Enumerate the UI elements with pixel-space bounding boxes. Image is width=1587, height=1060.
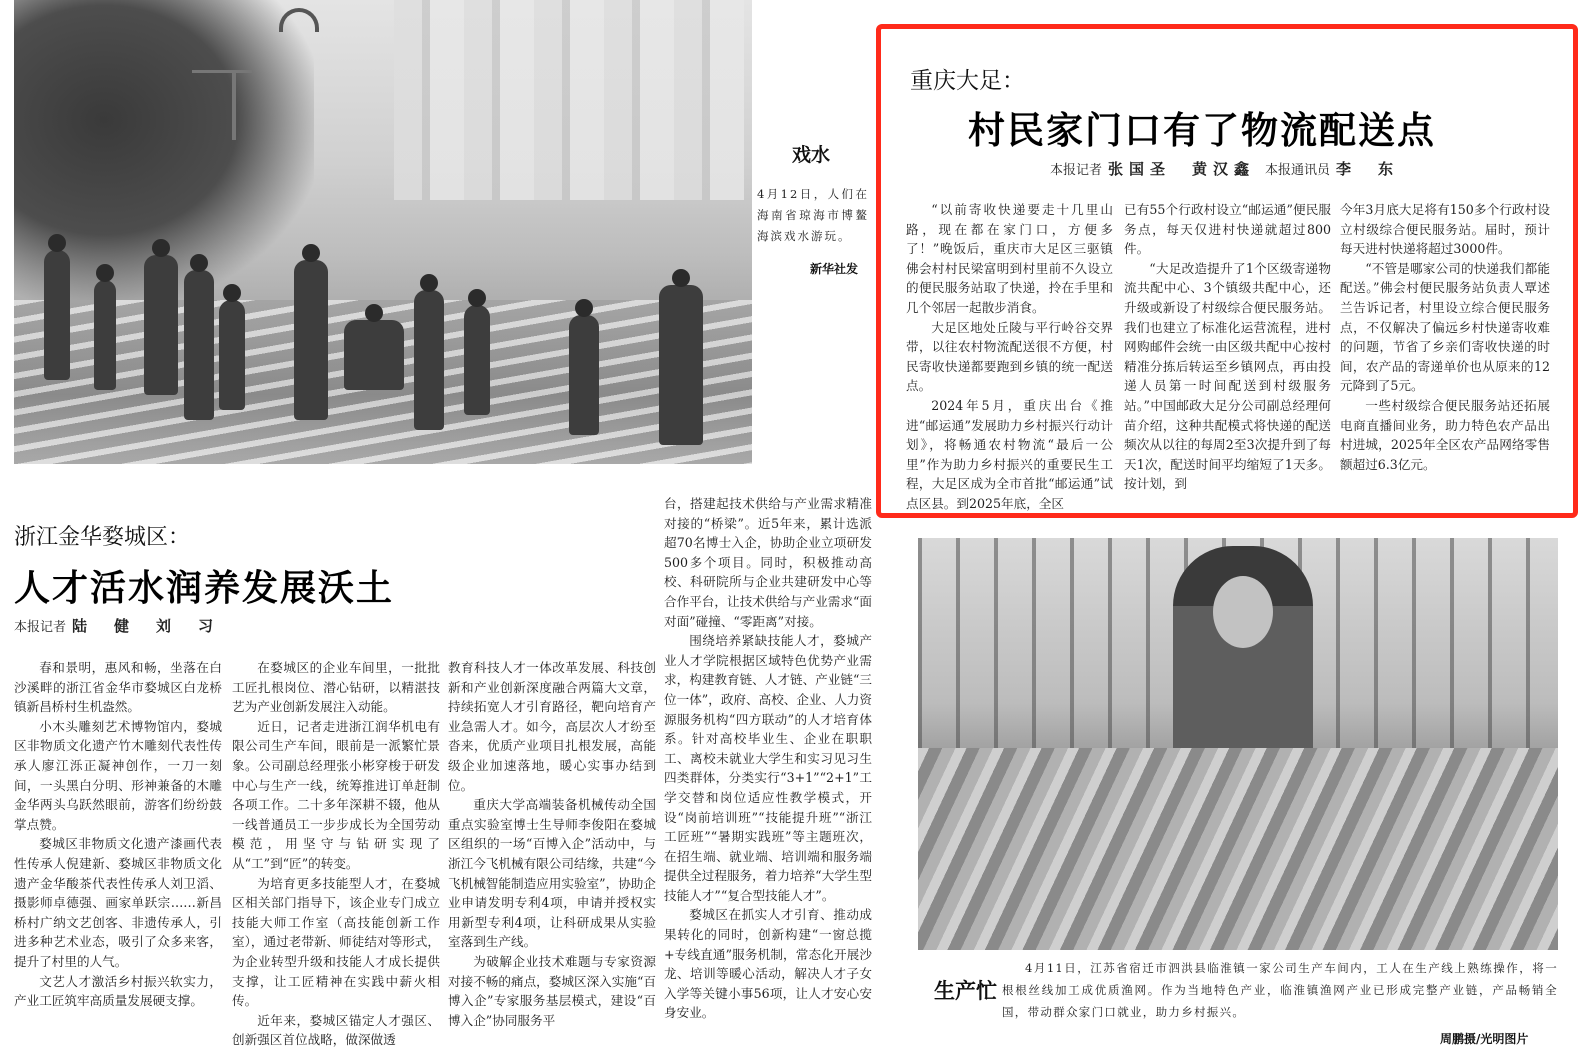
paragraph: 为破解企业技术难题与专家资源对接不畅的痛点，婺城区深入实施“百博入企”专家服务基层模式，建设“百博入企”协同服务平 [448,953,656,1028]
factory-photo-credit: 周鹏摄/光明图片 [1440,1032,1529,1046]
paragraph: 围绕培养紧缺技能人才，婺城产业人才学院根据区域特色优势产业需求，构建教育链、人才链、产业链“三位一体”，政府、高校、企业、人力资源服务机构“四方联动”的人才培育体系。针对高校毕业生、企业在职职工、离校未就业大学生和实习见习生四类群体，分类实行“3+1”“2+1”工学交替和岗位适应性教学模式，开设“岗前培训班”“技能提升班”“浙江工匠班”“暑期实践班”等主题班次，在招生端、就业端、培训端和服务端提供全过程服务，着力培养“大学生型技能人才”“复合型技能人才”。 [664,633,872,903]
zhejiang-column-3 [448,658,656,1030]
paragraph: 近年来，婺城区锚定人才强区、创新强区首位战略，做深做透 [232,1012,440,1048]
byline-label: 本报记者 [14,620,67,635]
factory-photo [918,538,1558,950]
buildings-decoration [394,0,744,200]
paragraph: 今年3月底大足将有150多个行政村设立村级综合便民服务站。届时，预计每天进村快递将超过3000件。 [1340,202,1550,257]
beach-photo-title: 戏水 [792,144,831,166]
paragraph: “大足改造提升了1个区级寄递物流共配中心、3个镇级共配中心，还升级或新设了村级综合便民服务站。我们也建立了标准化运营流程，进村网购邮件会统一由区级共配中心按村精准分拣后转运至乡镇网点，再由投递人员第一时间配送到村级服务站。”中国邮政大足分公司副总经理何苗介绍，这种共配模式将快递的配送频次从以往的每周2至3次提升到了每天1次，配送时间平均缩短了1天多。按计划，到 [1124,260,1331,492]
paragraph: 2024年5月，重庆出台《推进“邮运通”发展助力乡村振兴行动计划》，将畅通农村物流“最后一公里”作为助力乡村振兴的重要民生工程，大足区成为全市首批“邮运通”试点区县。到2025年底，全区 [906,397,1113,511]
paragraph: “不管是哪家公司的快递我们都能配送。”佛会村便民服务站负责人覃述兰告诉记者，村里设立综合便民服务点，不仅解决了偏远乡村快递寄收难的问题，节省了乡亲们寄收快递的时间，农产品的寄递单价也从原来的12元降到了5元。 [1340,260,1550,394]
zhejiang-column-4 [664,494,872,1023]
byline-label: 本报通讯员 [1265,163,1331,178]
paragraph: 婺城区非物质文化遗产漆画代表性传承人倪建新、婺城区非物质文化遗产金华酸茶代表性传承人刘卫滔、摄影师卓德强、画家单跃宗……新昌桥村广纳文艺创客、非遗传承人，引进多种艺术业态，吸引了众多来客，提升了村里的人气。 [14,836,222,969]
zhejiang-column-2 [232,658,440,1050]
paragraph: 为培育更多技能型人才，在婺城区相关部门指导下，该企业专门成立技能大师工作室（高技能创新工作室），通过老带新、师徒结对等形式，为企业转型升级和技能人才成长提供支撑，让工匠精神在实践中薪火相传。 [232,875,440,1009]
zhejiang-kicker: 浙江金华婺城区： [14,525,191,550]
paragraph: 大足区地处丘陵与平行岭谷交界带，以往农村物流配送很不方便，村民寄收快递都要跑到乡镇的统一配送点。 [906,319,1113,394]
paragraph: 台，搭建起技术供给与产业需求精准对接的“桥梁”。近5年来，累计选派超70名博士入企，协助企业立项研发500多个项目。同时，积极推动高校、科研院所与企业共建研发中心等合作平台，让技术供给与产业需求“面对面”碰撞、“零距离”对接。 [664,496,872,629]
chongqing-kicker: 重庆大足： [910,68,1025,94]
byline-names: 陆 健 刘 习 [72,617,220,635]
paragraph: 已有55个行政村设立“邮运通”便民服务点，每天仅进村快递就超过800件。 [1124,202,1331,257]
byline-names: 李 东 [1336,160,1400,178]
factory-photo-title: 生产忙 [934,979,997,1003]
byline-label: 本报记者 [1050,163,1103,178]
paragraph: 一些村级综合便民服务站还拓展电商直播间业务，助力特色农产品出村进城，2025年全区农产品网络零售额超过6.3亿元。 [1340,397,1550,472]
chongqing-column-3 [1340,200,1550,474]
byline-names: 张国圣 黄汉鑫 [1108,160,1256,178]
zhejiang-column-1 [14,658,222,1011]
children-figures [14,210,752,430]
chongqing-column-2 [1124,200,1331,494]
beach-photo-caption: 4月12日，人们在海南省琼海市博鳌海滨戏水游玩。 [757,187,869,243]
crane-decoration [232,70,236,140]
beach-photo [14,0,752,464]
paragraph: 小木头雕刻艺术博物馆内，婺城区非物质文化遗产竹木雕刻代表性传承人廖江泺正凝神创作，一刀一刻间，一头黑白分明、形神兼备的木雕金华两头乌跃然眼前，游客们纷纷鼓掌点赞。 [14,718,222,832]
thread-spools-decoration [918,748,1558,950]
paragraph: 在婺城区的企业车间里，一批批工匠扎根岗位、潜心钻研，以精湛技艺为产业创新发展注入动能。 [232,660,440,715]
zhejiang-headline: 人才活水润养发展沃土 [14,567,395,609]
paragraph: 近日，记者走进浙江润华机电有限公司生产车间，眼前是一派繁忙景象。公司副总经理张小彬穿梭于研发中心与生产一线，统筹推进订单赶制各项工作。二十多年深耕不辍，他从一线普通员工一步步成长为全国劳动模范，用坚守与钻研实现了从“工”到“匠”的转变。 [232,718,440,871]
zhejiang-byline [14,615,229,636]
beach-photo-credit: 新华社发 [810,262,859,276]
chongqing-headline: 村民家门口有了物流配送点 [968,108,1436,152]
factory-photo-caption: 4月11日，江苏省宿迁市泗洪县临淮镇一家公司生产车间内，工人在生产线上熟练操作，将一根根丝线加工成优质渔网。作为当地特色产业，临淮镇渔网产业已形成完整产业链，产品畅销全国，带动群众家门口就业，助力乡村振兴。 [1002,961,1558,1019]
paragraph: 文艺人才激活乡村振兴软实力，产业工匠筑牢高质量发展硬支撑。 [14,973,222,1009]
paragraph: 教育科技人才一体改革发展、科技创新和产业创新深度融合两篇大文章，持续拓宽人才引育路径，靶向培育产业急需人才。如今，高层次人才纷至沓来，优质产业项目扎根发展，高能级企业加速落地，暖心实事办结到位。 [448,660,656,793]
paragraph: 重庆大学高端装备机械传动全国重点实验室博士生导师李俊阳在婺城区组织的一场“百博入企”活动中，与浙江今飞机械有限公司结缘，共建“今飞机械智能制造应用实验室”，协助企业申请发明专利4项，申请并授权实用新型专利4项，让科研成果从实验室落到生产线。 [448,797,656,950]
paragraph: “以前寄收快递要走十几里山路，现在都在家门口，方便多了！”晚饭后，重庆市大足区三驱镇佛会村村民梁富明到村里前不久设立的便民服务站取了快递，拎在手里和几个邻居一起散步消食。 [906,202,1113,315]
paragraph: 春和景明，惠风和畅，坐落在白沙溪畔的浙江省金华市婺城区白龙桥镇新昌桥村生机盎然。 [14,660,222,715]
chongqing-column-1 [906,200,1113,514]
paragraph: 婺城区在抓实人才引育、推动成果转化的同时，创新构建“一窗总揽+专线直通”服务机制，常态化开展沙龙、培训等暖心活动，解决人才子女入学等关键小事56项，让人才安心安身安业。 [664,907,872,1021]
chongqing-byline [1050,158,1409,179]
